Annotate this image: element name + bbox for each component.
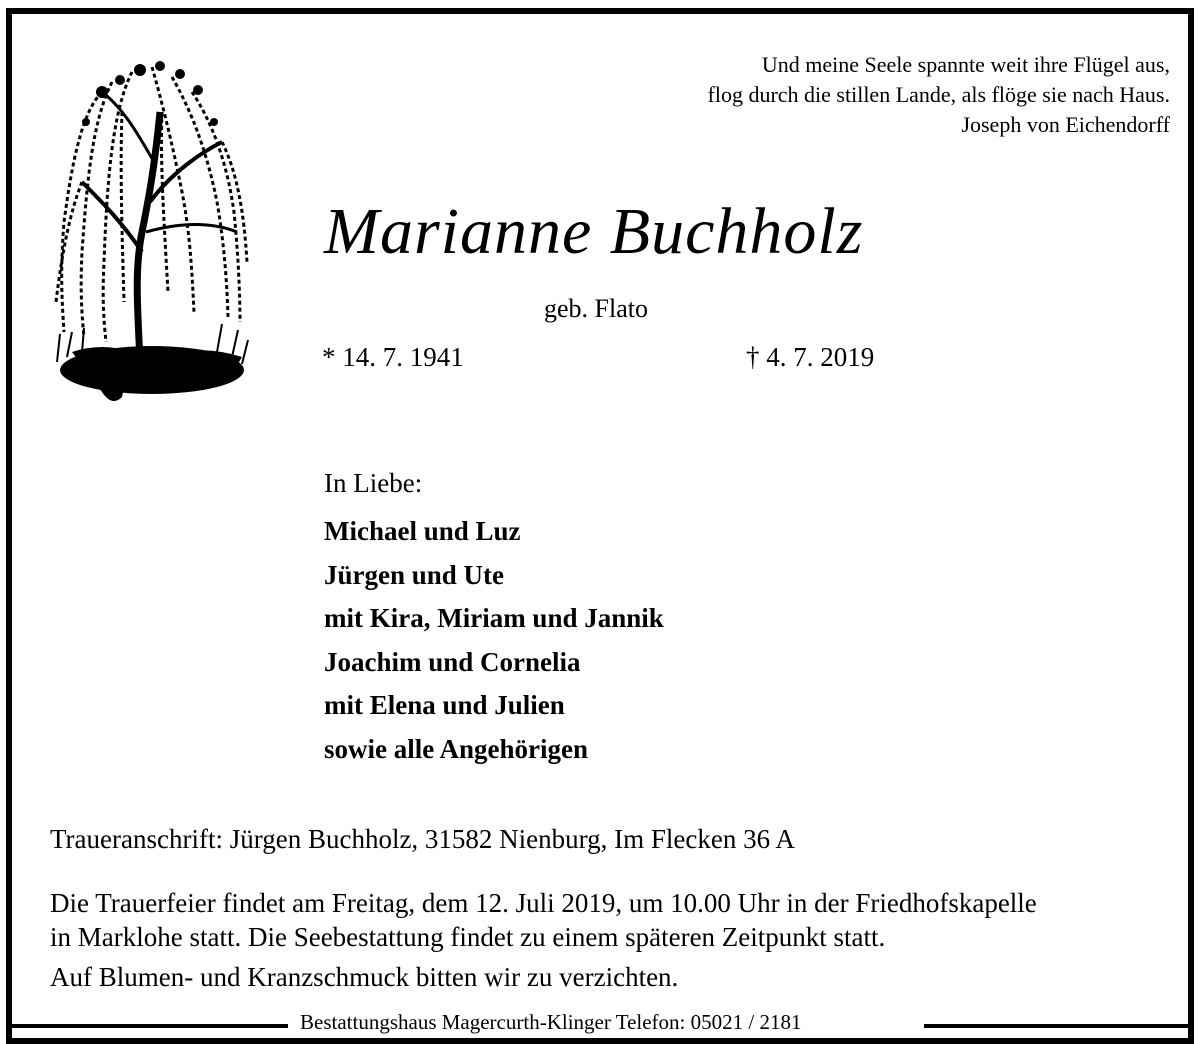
quote-author: Joseph von Eichendorff: [961, 112, 1170, 137]
mourner-line: Joachim und Cornelia: [324, 646, 581, 677]
ceremony-line-2: in Marklohe statt. Die Seebestattung findet zu einem späteren Zeitpunkt statt.: [50, 922, 886, 952]
birth-date: * 14. 7. 1941: [322, 342, 464, 372]
mourner-line: mit Elena und Julien: [324, 690, 565, 720]
quote-line-2: flog durch die stillen Lande, als flöge sie nach Haus.: [707, 82, 1170, 107]
ceremony-info: [50, 886, 1037, 954]
weeping-willow-icon: [42, 52, 252, 412]
mourner-line: Jürgen und Ute: [324, 559, 505, 590]
quote-line-1: Und meine Seele spannte weit ihre Flügel aus,: [761, 52, 1170, 77]
quote-block: [708, 50, 1170, 140]
maiden-name: geb. Flato: [544, 294, 648, 323]
mourner-line: mit Kira, Miriam und Jannik: [324, 603, 664, 633]
mourners-intro: In Liebe:: [324, 468, 423, 498]
obituary-content: [12, 14, 1188, 1038]
ceremony-line-1: Die Trauerfeier findet am Freitag, dem 12. Juli 2019, um 10.00 Uhr in der Friedhofskapelle: [50, 888, 1037, 918]
footer-divider-right: [924, 1024, 1188, 1028]
obituary-frame: [6, 8, 1194, 1044]
flowers-note: Auf Blumen- und Kranzschmuck bitten wir zu verzichten.: [50, 962, 679, 992]
death-date: † 4. 7. 2019: [746, 342, 875, 372]
mourner-line: sowie alle Angehörigen: [324, 733, 588, 764]
footer-divider-left: [12, 1024, 288, 1028]
funeral-home-footer: Bestattungshaus Magercurth-Klinger Telefon: 05021 / 2181: [300, 1010, 802, 1034]
deceased-name: Marianne Buchholz: [324, 195, 864, 268]
mourner-line: Michael und Luz: [324, 516, 521, 546]
mourners-list: [324, 510, 664, 771]
mourning-address: Traueranschrift: Jürgen Buchholz, 31582 Nienburg, Im Flecken 36 A: [50, 824, 795, 854]
